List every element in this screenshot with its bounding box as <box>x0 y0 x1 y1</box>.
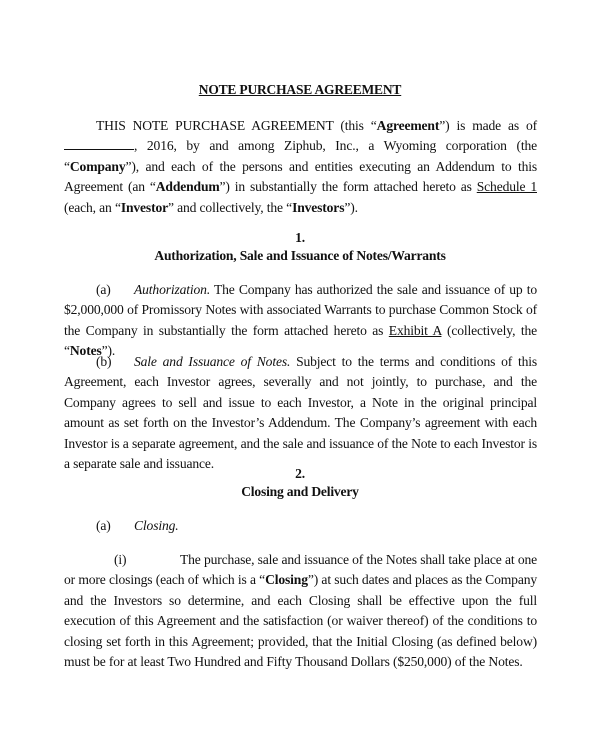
section-1b-paragraph: (b) Sale and Issuance of Notes. Subject to the terms and conditions of this Agreement, each Investor agrees, severally and not jointly, to purchase, and the Company agrees to sell and issue to each Investor, a Note in the original principal amount as set forth on the Investor’s Addendum. The Company’s agreement with each Investor is a separate agreement, and the sale and issuance of the Note to each Investor is a separate sale and issuance. <box>64 354 537 472</box>
clause-label: (a) <box>96 282 111 297</box>
clause-label: (b) <box>96 354 112 369</box>
investors-term: Investors <box>292 199 345 215</box>
section-2-number: 2. <box>295 466 305 481</box>
section-2-heading: Closing and Delivery <box>241 484 359 499</box>
clause-caption: Sale and Issuance of Notes. <box>134 354 291 369</box>
exhibit-a-link[interactable]: Exhibit A <box>388 322 442 338</box>
clause-label: (a) <box>96 518 111 533</box>
clause-caption: Closing. <box>134 518 179 533</box>
addendum-term: Addendum <box>155 179 220 195</box>
section-2a-i-paragraph: (i) The purchase, sale and issuance of the Notes shall take place at one or more closings (each of which is a “Closing”) at such dates and places as the Company and the Investors so determine, and each Closing shall be effective upon the full execution of this Agreement and the satisfaction (or waiver thereof) of the conditions to closing set forth in this Agreement; provided, that the Initial Closing (as defined below) must be for at least Two Hundred and Fifty Thousand Dollars ($250,000) of the Notes. <box>64 552 537 670</box>
clause-caption: Authorization. <box>134 282 211 297</box>
agreement-term: Agreement <box>376 118 440 133</box>
date-blank-line <box>64 137 134 150</box>
subclause-label: (i) <box>114 552 127 567</box>
closing-term: Closing <box>265 572 308 588</box>
section-1a-paragraph: (a) Authorization. The Company has authorized the sale and issuance of up to $2,000,000 of Promissory Notes with associated Warrants to purchase Common Stock of the Company in substantially the form attached hereto as Exhibit A (collectively, the “Notes”). <box>64 282 537 359</box>
company-term: Company <box>69 158 126 174</box>
section-1-number: 1. <box>295 230 305 245</box>
intro-paragraph: THIS NOTE PURCHASE AGREEMENT (this “Agreement”) is made as of , 2016, by and among Ziphub, Inc., a Wyoming corporation (the “Company”), and each of the persons and entities executing an Addendum to this Agreement (an “Addendum”) in substantially the form attached hereto as Schedule 1 (each, an “Investor” and collectively, the “Investors”). <box>64 118 538 215</box>
section-2a-paragraph <box>64 516 537 536</box>
investor-term: Investor <box>120 199 168 215</box>
section-1-heading: Authorization, Sale and Issuance of Notes/Warrants <box>154 248 446 263</box>
schedule-1-link[interactable]: Schedule 1 <box>476 179 537 195</box>
document-title: NOTE PURCHASE AGREEMENT <box>198 82 402 97</box>
notes-term: Notes <box>69 343 102 359</box>
